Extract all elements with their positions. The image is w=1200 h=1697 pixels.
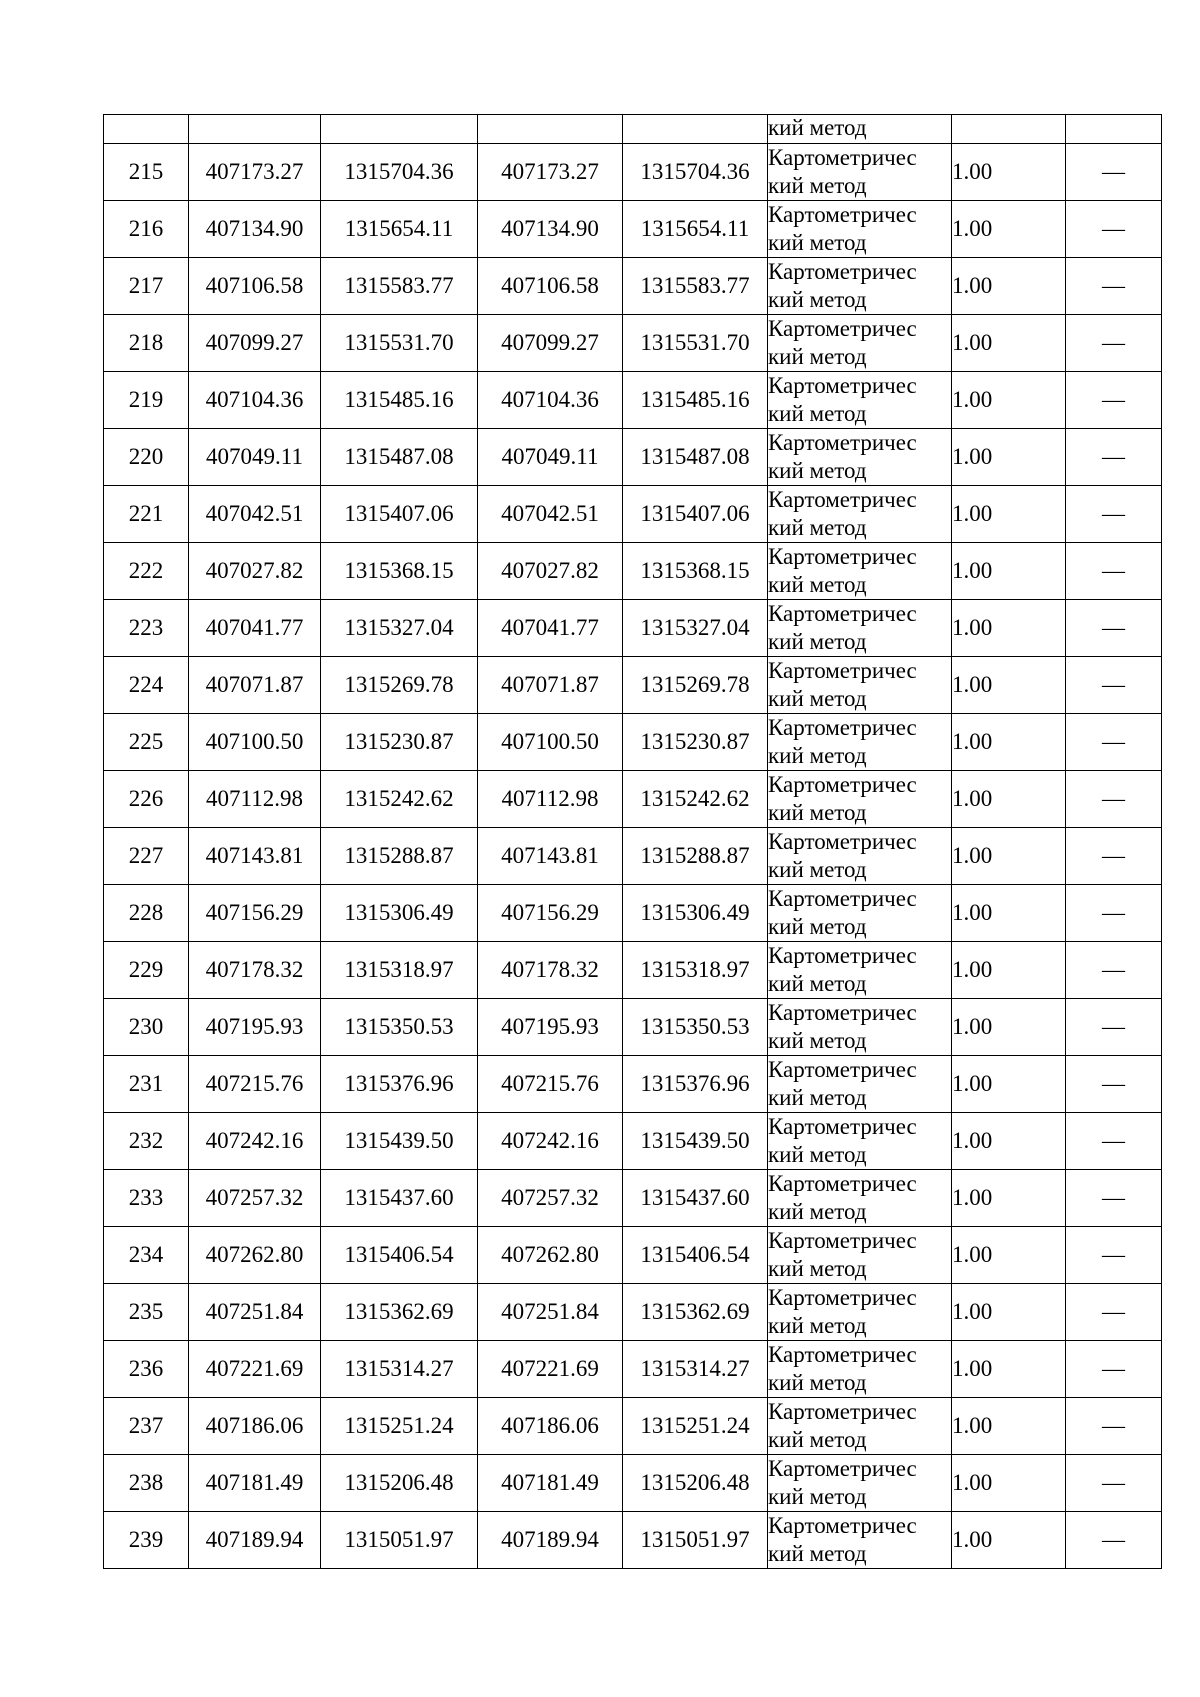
method-line-1: Картометричес [768,1000,917,1025]
method-line-2: кий метод [768,629,867,654]
method-line-1: Картометричес [768,1114,917,1139]
cell-description: — [1066,1170,1162,1227]
method-line-1: Картометричес [768,1171,917,1196]
table-row [104,543,1162,600]
cell-description [1066,115,1162,144]
table-row [104,258,1162,315]
method-line-1: Картометричес [768,259,917,284]
cell-accuracy: 1.00 [952,885,1066,942]
table-row [104,828,1162,885]
cell-description: — [1066,999,1162,1056]
cell-x-existing: 407042.51 [189,486,321,543]
cell-y-specified: 1315269.78 [623,657,768,714]
cell-method [768,315,952,372]
cell-y-specified: 1315350.53 [623,999,768,1056]
cell-y-existing: 1315269.78 [321,657,478,714]
cell-method [768,1113,952,1170]
cell-y-specified: 1315306.49 [623,885,768,942]
cell-method [768,1227,952,1284]
cell-point-number: 234 [104,1227,189,1284]
method-line-2: кий метод [768,572,867,597]
cell-method [768,1056,952,1113]
cell-description: — [1066,201,1162,258]
cell-description: — [1066,1113,1162,1170]
method-line-2: кий метод [768,1370,867,1395]
method-line-1: Картометричес [768,829,917,854]
cell-description: — [1066,372,1162,429]
cell-y-existing: 1315654.11 [321,201,478,258]
cell-x-existing: 407156.29 [189,885,321,942]
cell-y-specified: 1315704.36 [623,144,768,201]
method-line-1: Картометричес [768,1285,917,1310]
cell-accuracy: 1.00 [952,1341,1066,1398]
cell-point-number: 235 [104,1284,189,1341]
method-line-1: Картометричес [768,886,917,911]
cell-accuracy: 1.00 [952,1056,1066,1113]
method-line-1: Картометричес [768,943,917,968]
table-row [104,771,1162,828]
cell-x-existing: 407100.50 [189,714,321,771]
cell-point-number: 230 [104,999,189,1056]
cell-accuracy: 1.00 [952,372,1066,429]
cell-method [768,1170,952,1227]
cell-y-specified: 1315583.77 [623,258,768,315]
cell-description: — [1066,315,1162,372]
cell-y-specified: 1315327.04 [623,600,768,657]
cell-x-specified: 407027.82 [478,543,623,600]
cell-description: — [1066,600,1162,657]
cell-description: — [1066,486,1162,543]
cell-accuracy: 1.00 [952,315,1066,372]
cell-x-specified: 407262.80 [478,1227,623,1284]
cell-point-number: 220 [104,429,189,486]
cell-method [768,1512,952,1569]
method-line-2: кий метод [768,1256,867,1281]
table-row [104,942,1162,999]
cell-x-existing: 407215.76 [189,1056,321,1113]
cell-y-specified: 1315531.70 [623,315,768,372]
method-line-1: Картометричес [768,316,917,341]
cell-point-number: 216 [104,201,189,258]
cell-x-specified: 407156.29 [478,885,623,942]
cell-accuracy: 1.00 [952,942,1066,999]
method-line-1: Картометричес [768,487,917,512]
cell-accuracy: 1.00 [952,429,1066,486]
cell-accuracy: 1.00 [952,486,1066,543]
method-line-2: кий метод [768,1028,867,1053]
cell-x-specified: 407143.81 [478,828,623,885]
cell-accuracy: 1.00 [952,1398,1066,1455]
table-row [104,999,1162,1056]
method-line-1: Картометричес [768,1456,917,1481]
cell-point-number: 219 [104,372,189,429]
cell-y-specified: 1315485.16 [623,372,768,429]
cell-point-number: 232 [104,1113,189,1170]
cell-y-specified: 1315314.27 [623,1341,768,1398]
cell-y-existing: 1315362.69 [321,1284,478,1341]
cell-x-specified: 407112.98 [478,771,623,828]
cell-y-specified: 1315362.69 [623,1284,768,1341]
cell-x-specified: 407242.16 [478,1113,623,1170]
cell-x-existing: 407257.32 [189,1170,321,1227]
method-line-2: кий метод [768,344,867,369]
table-row [104,429,1162,486]
cell-method [768,1284,952,1341]
cell-accuracy: 1.00 [952,657,1066,714]
cell-method [768,828,952,885]
cell-description: — [1066,942,1162,999]
method-line-2: кий метод [768,743,867,768]
cell-y-specified: 1315406.54 [623,1227,768,1284]
cell-point-number: 223 [104,600,189,657]
cell-y-existing: 1315306.49 [321,885,478,942]
table-body [104,115,1162,1569]
cell-method-tail: кий метод [768,115,952,144]
cell-accuracy: 1.00 [952,828,1066,885]
cell-accuracy: 1.00 [952,144,1066,201]
cell-x-specified: 407257.32 [478,1170,623,1227]
table-row [104,600,1162,657]
cell-description: — [1066,714,1162,771]
method-line-2: кий метод [768,857,867,882]
cell-y-specified: 1315230.87 [623,714,768,771]
cell-method [768,1455,952,1512]
cell-x-existing: 407181.49 [189,1455,321,1512]
cell-y-specified [623,115,768,144]
cell-x-existing [189,115,321,144]
method-line-1: Картометричес [768,202,917,227]
cell-x-existing: 407221.69 [189,1341,321,1398]
cell-accuracy: 1.00 [952,1113,1066,1170]
cell-accuracy: 1.00 [952,201,1066,258]
cell-x-existing: 407099.27 [189,315,321,372]
continuation-row [104,115,1162,144]
cell-x-existing: 407134.90 [189,201,321,258]
cell-x-existing: 407104.36 [189,372,321,429]
cell-point-number: 225 [104,714,189,771]
cell-accuracy: 1.00 [952,543,1066,600]
cell-x-existing: 407195.93 [189,999,321,1056]
cell-accuracy: 1.00 [952,771,1066,828]
cell-x-specified: 407106.58 [478,258,623,315]
cell-y-existing: 1315288.87 [321,828,478,885]
cell-description: — [1066,657,1162,714]
cell-y-existing: 1315487.08 [321,429,478,486]
method-line-2: кий метод [768,686,867,711]
cell-y-existing: 1315251.24 [321,1398,478,1455]
cell-method [768,1398,952,1455]
cell-x-existing: 407106.58 [189,258,321,315]
method-line-2: кий метод [768,173,867,198]
table-row [104,486,1162,543]
cell-point-number: 238 [104,1455,189,1512]
cell-description: — [1066,1227,1162,1284]
cell-x-existing: 407251.84 [189,1284,321,1341]
cell-y-existing: 1315318.97 [321,942,478,999]
cell-x-specified: 407189.94 [478,1512,623,1569]
table-row [104,885,1162,942]
cell-method [768,372,952,429]
table-row [104,144,1162,201]
cell-method [768,144,952,201]
method-line-2: кий метод [768,1427,867,1452]
cell-description: — [1066,885,1162,942]
cell-y-specified: 1315251.24 [623,1398,768,1455]
table-row [104,1170,1162,1227]
cell-y-specified: 1315318.97 [623,942,768,999]
cell-y-existing: 1315406.54 [321,1227,478,1284]
cell-method [768,714,952,771]
cell-description: — [1066,144,1162,201]
cell-method [768,486,952,543]
table-row [104,1284,1162,1341]
method-line-2: кий метод [768,1142,867,1167]
method-line-2: кий метод [768,1085,867,1110]
cell-point-number: 228 [104,885,189,942]
cell-y-existing: 1315314.27 [321,1341,478,1398]
method-line-2: кий метод [768,971,867,996]
method-line-1: Картометричес [768,1342,917,1367]
cell-x-specified: 407041.77 [478,600,623,657]
coordinates-table [103,114,1162,1569]
method-line-1: Картометричес [768,715,917,740]
cell-point-number [104,115,189,144]
cell-y-specified: 1315654.11 [623,201,768,258]
table-row [104,714,1162,771]
table-row [104,1512,1162,1569]
cell-y-specified: 1315487.08 [623,429,768,486]
table-row [104,1113,1162,1170]
table-row [104,1398,1162,1455]
cell-y-existing: 1315583.77 [321,258,478,315]
cell-x-specified: 407181.49 [478,1455,623,1512]
cell-x-existing: 407173.27 [189,144,321,201]
cell-x-specified: 407104.36 [478,372,623,429]
cell-y-existing: 1315485.16 [321,372,478,429]
cell-y-existing: 1315531.70 [321,315,478,372]
cell-y-existing: 1315704.36 [321,144,478,201]
cell-description: — [1066,1284,1162,1341]
cell-method [768,885,952,942]
table-row [104,372,1162,429]
cell-x-specified: 407134.90 [478,201,623,258]
cell-y-existing: 1315327.04 [321,600,478,657]
cell-accuracy: 1.00 [952,1455,1066,1512]
cell-point-number: 237 [104,1398,189,1455]
cell-y-existing: 1315350.53 [321,999,478,1056]
cell-description: — [1066,1512,1162,1569]
cell-method [768,942,952,999]
cell-point-number: 239 [104,1512,189,1569]
method-line-2: кий метод [768,800,867,825]
table-row [104,1455,1162,1512]
cell-method [768,429,952,486]
cell-x-existing: 407049.11 [189,429,321,486]
cell-accuracy: 1.00 [952,1170,1066,1227]
cell-method [768,258,952,315]
table-row [104,1341,1162,1398]
cell-x-existing: 407071.87 [189,657,321,714]
cell-y-specified: 1315288.87 [623,828,768,885]
cell-point-number: 221 [104,486,189,543]
method-line-1: Картометричес [768,601,917,626]
cell-x-specified: 407049.11 [478,429,623,486]
cell-x-existing: 407027.82 [189,543,321,600]
cell-point-number: 217 [104,258,189,315]
method-line-2: кий метод [768,458,867,483]
cell-description: — [1066,1056,1162,1113]
cell-x-specified: 407221.69 [478,1341,623,1398]
method-line-2: кий метод [768,914,867,939]
cell-x-existing: 407189.94 [189,1512,321,1569]
method-line-2: кий метод [768,401,867,426]
cell-x-specified: 407173.27 [478,144,623,201]
cell-y-existing: 1315368.15 [321,543,478,600]
cell-point-number: 226 [104,771,189,828]
cell-x-existing: 407112.98 [189,771,321,828]
cell-method [768,201,952,258]
cell-x-specified: 407071.87 [478,657,623,714]
cell-description: — [1066,543,1162,600]
cell-description: — [1066,1455,1162,1512]
method-line-1: Картометричес [768,1228,917,1253]
cell-y-existing: 1315051.97 [321,1512,478,1569]
cell-y-existing: 1315206.48 [321,1455,478,1512]
table-row [104,1227,1162,1284]
cell-x-existing: 407186.06 [189,1398,321,1455]
cell-y-existing: 1315439.50 [321,1113,478,1170]
cell-accuracy: 1.00 [952,1512,1066,1569]
method-line-1: Картометричес [768,658,917,683]
method-line-1: Картометричес [768,1057,917,1082]
cell-y-existing: 1315376.96 [321,1056,478,1113]
method-line-1: Картометричес [768,772,917,797]
cell-y-specified: 1315376.96 [623,1056,768,1113]
cell-description: — [1066,771,1162,828]
cell-y-existing: 1315437.60 [321,1170,478,1227]
method-line-2: кий метод [768,1313,867,1338]
cell-y-existing: 1315230.87 [321,714,478,771]
cell-x-specified: 407195.93 [478,999,623,1056]
cell-accuracy: 1.00 [952,999,1066,1056]
table-row [104,1056,1162,1113]
cell-method [768,1341,952,1398]
cell-method [768,657,952,714]
method-line-1: Картометричес [768,544,917,569]
cell-x-specified: 407178.32 [478,942,623,999]
cell-point-number: 218 [104,315,189,372]
table-row [104,315,1162,372]
cell-point-number: 227 [104,828,189,885]
cell-y-specified: 1315439.50 [623,1113,768,1170]
cell-point-number: 231 [104,1056,189,1113]
method-line-2: кий метод [768,287,867,312]
cell-y-existing [321,115,478,144]
method-line-1: Картометричес [768,145,917,170]
cell-x-specified: 407099.27 [478,315,623,372]
cell-y-specified: 1315407.06 [623,486,768,543]
cell-description: — [1066,258,1162,315]
cell-y-specified: 1315206.48 [623,1455,768,1512]
method-line-2: кий метод [768,1199,867,1224]
cell-x-specified: 407215.76 [478,1056,623,1113]
cell-point-number: 233 [104,1170,189,1227]
cell-method [768,543,952,600]
cell-description: — [1066,1398,1162,1455]
method-line-1: Картометричес [768,430,917,455]
cell-y-specified: 1315368.15 [623,543,768,600]
cell-accuracy: 1.00 [952,714,1066,771]
cell-point-number: 215 [104,144,189,201]
cell-y-specified: 1315437.60 [623,1170,768,1227]
cell-accuracy [952,115,1066,144]
method-line-1: Картометричес [768,1513,917,1538]
cell-y-existing: 1315242.62 [321,771,478,828]
cell-method [768,771,952,828]
cell-description: — [1066,1341,1162,1398]
cell-point-number: 236 [104,1341,189,1398]
cell-x-existing: 407178.32 [189,942,321,999]
method-line-1: Картометричес [768,373,917,398]
cell-point-number: 229 [104,942,189,999]
cell-point-number: 224 [104,657,189,714]
cell-accuracy: 1.00 [952,600,1066,657]
cell-x-specified: 407251.84 [478,1284,623,1341]
cell-y-specified: 1315051.97 [623,1512,768,1569]
cell-x-specified [478,115,623,144]
cell-x-specified: 407100.50 [478,714,623,771]
table-row [104,657,1162,714]
cell-x-specified: 407042.51 [478,486,623,543]
cell-x-specified: 407186.06 [478,1398,623,1455]
method-line-2: кий метод [768,1484,867,1509]
cell-y-specified: 1315242.62 [623,771,768,828]
cell-x-existing: 407143.81 [189,828,321,885]
cell-point-number: 222 [104,543,189,600]
cell-description: — [1066,429,1162,486]
cell-accuracy: 1.00 [952,1284,1066,1341]
cell-method [768,999,952,1056]
cell-accuracy: 1.00 [952,258,1066,315]
cell-accuracy: 1.00 [952,1227,1066,1284]
method-line-2: кий метод [768,515,867,540]
method-line-1: Картометричес [768,1399,917,1424]
table-row [104,201,1162,258]
cell-description: — [1066,828,1162,885]
cell-y-existing: 1315407.06 [321,486,478,543]
method-line-2: кий метод [768,230,867,255]
cell-method [768,600,952,657]
cell-x-existing: 407242.16 [189,1113,321,1170]
cell-x-existing: 407262.80 [189,1227,321,1284]
method-line-2: кий метод [768,1541,867,1566]
cell-x-existing: 407041.77 [189,600,321,657]
